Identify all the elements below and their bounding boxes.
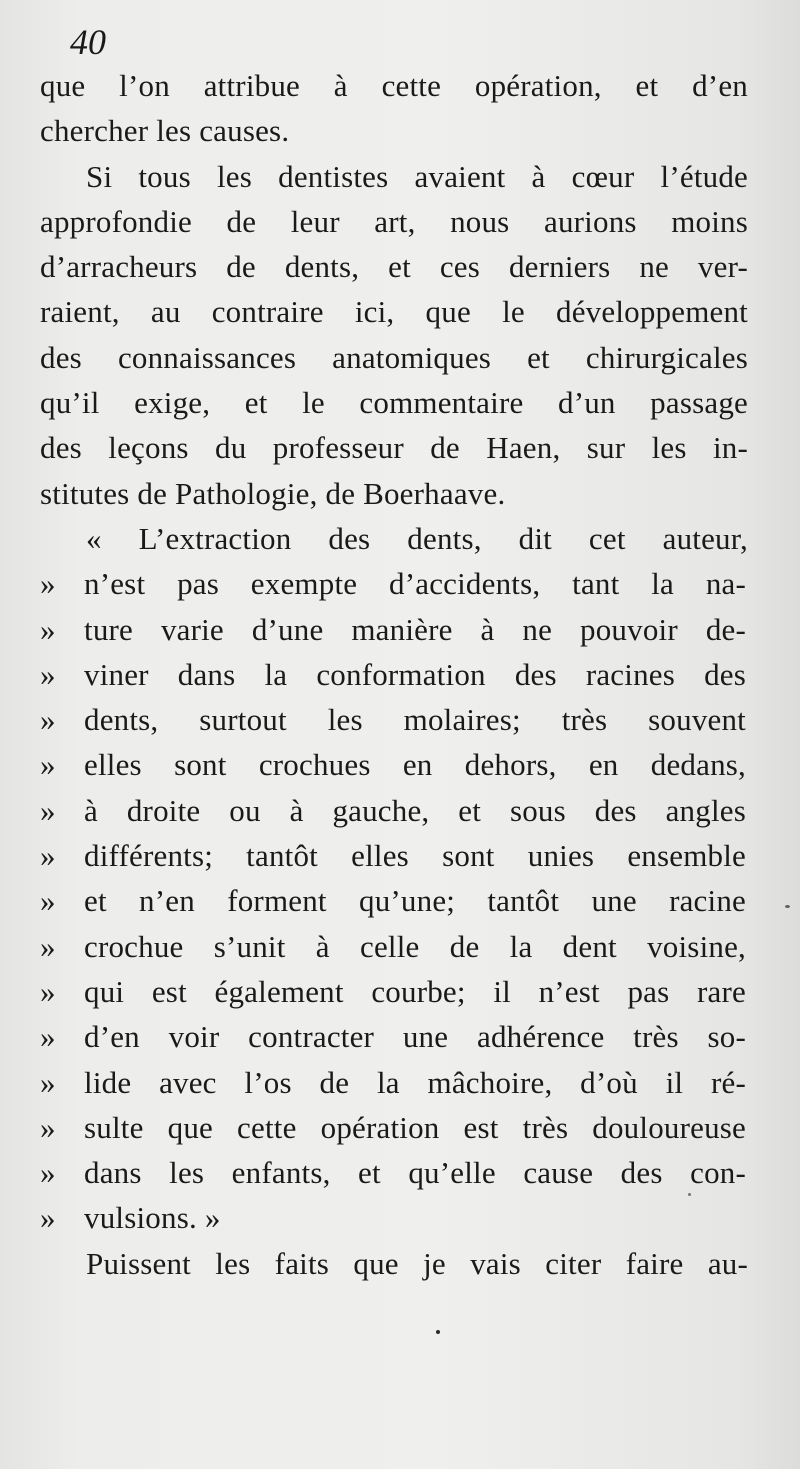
text-line: stitutes de Pathologie, de Boerhaave. <box>40 475 506 511</box>
text-line: « L’extraction des dents, dit cet auteur, <box>86 520 748 556</box>
quote-mark: » <box>40 611 56 647</box>
quote-line <box>40 1105 748 1150</box>
quote-line-text: d’en voir contracter une adhérence très so- <box>84 1019 746 1055</box>
quote-line <box>40 652 748 697</box>
quote-mark: » <box>40 973 56 1009</box>
paragraph-continuation <box>40 63 748 154</box>
quote-line <box>40 742 748 787</box>
quote-line-text: lide avec l’os de la mâchoire, d’où il ré- <box>84 1064 746 1100</box>
quote-mark: » <box>40 1064 56 1100</box>
quote-mark: » <box>40 1200 56 1236</box>
text-line: qu’il exige, et le commentaire d’un passage <box>40 385 748 421</box>
quote-line <box>40 1195 748 1240</box>
quote-line-text: dents, surtout les molaires; très souvent <box>84 702 746 738</box>
quote-mark: » <box>40 702 56 738</box>
quote-mark: » <box>40 656 56 692</box>
quote-line <box>40 1014 748 1059</box>
paper-speck <box>688 1193 691 1196</box>
text-line: Puissent les faits que je vais citer faire au- <box>86 1245 748 1281</box>
quote-line <box>40 607 748 652</box>
quote-line-text: ture varie d’une manière à ne pouvoir de- <box>84 611 746 647</box>
quote-line-text: elles sont crochues en dehors, en dedans, <box>84 747 746 783</box>
quote-line-text: vulsions. » <box>84 1200 221 1236</box>
paragraph-quotation <box>40 516 748 1241</box>
quote-line-text: viner dans la conformation des racines des <box>84 656 746 692</box>
quote-line-text: à droite ou à gauche, et sous des angles <box>84 792 746 828</box>
quote-line <box>40 697 748 742</box>
paper-speck <box>785 905 790 908</box>
quote-mark: » <box>40 747 56 783</box>
quote-line <box>40 1150 748 1195</box>
quote-line-text: et n’en forment qu’une; tantôt une racine <box>84 883 746 919</box>
page-text <box>40 63 748 1286</box>
quote-mark: » <box>40 838 56 874</box>
text-line: chercher les causes. <box>40 113 290 149</box>
paragraph-dentists <box>40 154 748 516</box>
text-line: que l’on attribue à cette opération, et d’en <box>40 68 748 103</box>
quote-line <box>40 878 748 923</box>
quote-mark: » <box>40 792 56 828</box>
quote-line-text: qui est également courbe; il n’est pas rare <box>84 973 746 1009</box>
quote-line-text: sulte que cette opération est très douloureuse <box>84 1109 746 1145</box>
quote-line-text: différents; tantôt elles sont unies ensemble <box>84 838 746 874</box>
quote-line <box>40 969 748 1014</box>
quote-line-text: crochue s’unit à celle de la dent voisine, <box>84 928 746 964</box>
quote-mark: » <box>40 1019 56 1055</box>
quote-line-text: dans les enfants, et qu’elle cause des con- <box>84 1155 746 1191</box>
quote-line <box>40 833 748 878</box>
paper-speck <box>436 1330 440 1334</box>
page-number: 40 <box>70 22 106 62</box>
quote-line-text: n’est pas exempte d’accidents, tant la na- <box>84 566 746 602</box>
quote-mark: » <box>40 883 56 919</box>
quote-mark: » <box>40 1109 56 1145</box>
quote-line <box>40 924 748 969</box>
quote-mark: » <box>40 566 56 602</box>
quote-mark: » <box>40 1155 56 1191</box>
quote-mark: » <box>40 928 56 964</box>
quote-line <box>40 1060 748 1105</box>
quote-line <box>40 788 748 833</box>
paragraph-closing <box>40 1241 748 1286</box>
text-line: Si tous les dentistes avaient à cœur l’étude <box>86 158 748 194</box>
text-line: d’arracheurs de dents, et ces derniers ne ver- <box>40 249 748 285</box>
quote-line <box>40 561 748 606</box>
text-line: des connaissances anatomiques et chirurgicales <box>40 339 748 375</box>
text-line: raient, au contraire ici, que le développement <box>40 294 748 330</box>
text-line: des leçons du professeur de Haen, sur les in- <box>40 430 748 466</box>
text-line: approfondie de leur art, nous aurions moins <box>40 203 748 239</box>
